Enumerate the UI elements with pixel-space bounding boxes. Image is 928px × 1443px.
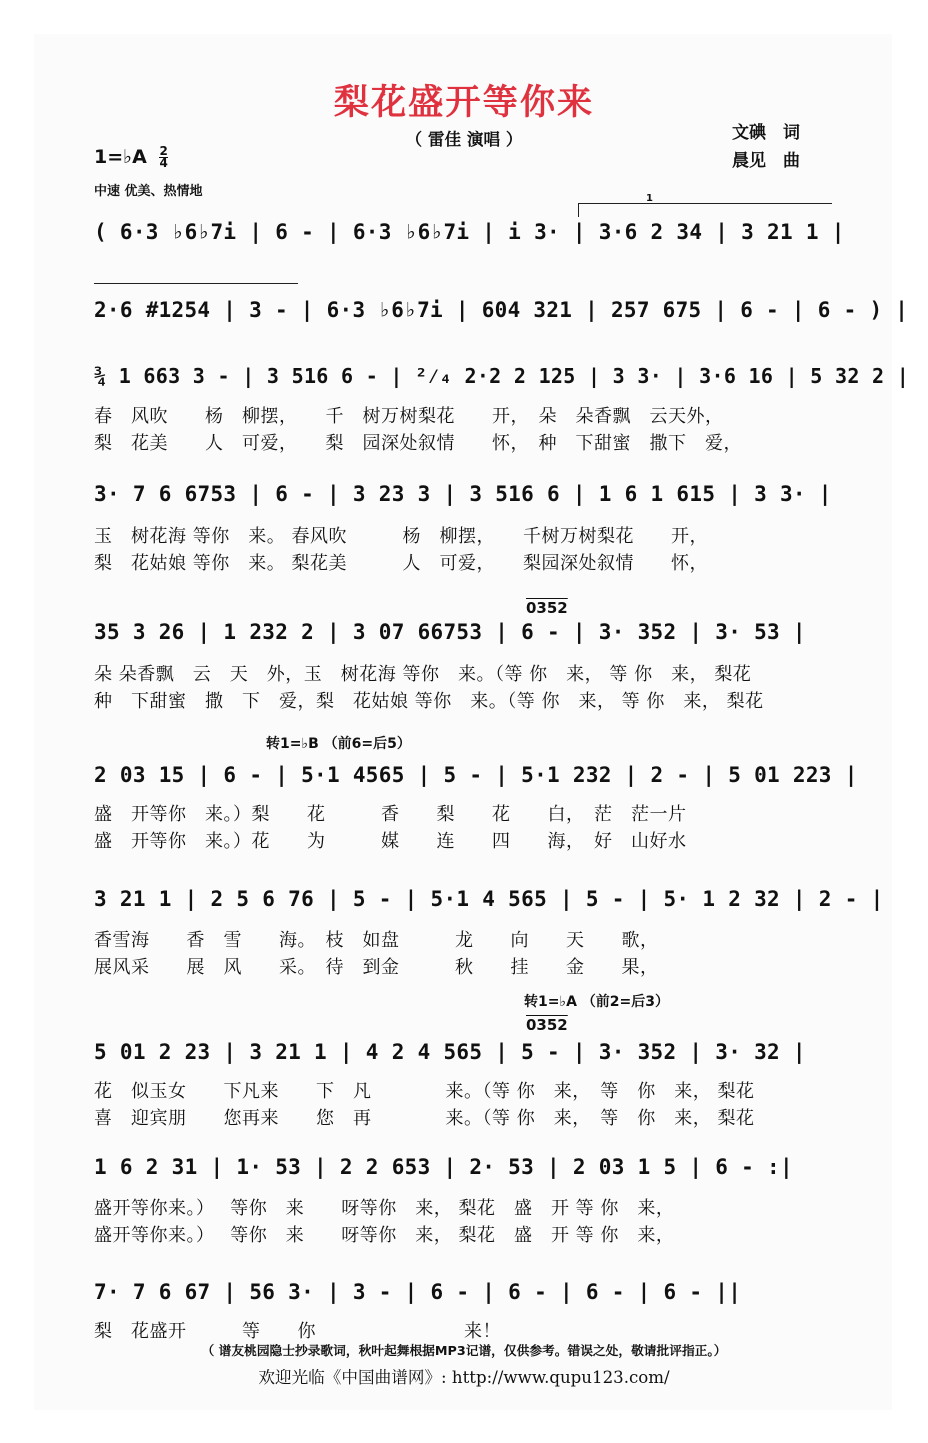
volta-bracket-end	[578, 203, 579, 217]
lyric-row-4-verse-1: 玉 树花海 等你 来。 春风吹 杨 柳摆， 千树万树梨花 开，	[94, 526, 708, 547]
notation-row-4: 3· 7 6 6753 | 6 - | 3 23 3 | 3 516 6 | 1 6 1 615 | 3 3· |	[94, 482, 832, 506]
time-bottom: 4	[159, 156, 168, 170]
lyric-row-7-verse-2: 展风采 展 风 采。 待 到金 秋 挂 金 果，	[94, 957, 659, 978]
lyric-row-8-verse-2: 喜 迎宾朋 您再来 您 再 来。（等 你 来， 等 你 来， 梨花	[94, 1108, 755, 1129]
lyric-row-8-verse-1: 花 似玉女 下凡来 下 凡 来。（等 你 来， 等 你 来， 梨花	[94, 1081, 755, 1102]
notation-row-9: 1 6 2 31 | 1· 53 | 2 2 653 | 2· 53 | 2 03 1 5 | 6 - :|	[94, 1155, 793, 1179]
time-top: 2	[159, 144, 168, 158]
lyric-row-5-verse-2: 种 下甜蜜 撒 下 爱，梨 花姑娘 等你 来。（等 你 来， 等 你 来， 梨花	[94, 691, 764, 712]
lyric-row-6-verse-2: 盛 开等你 来。）花 为 媒 连 四 海， 好 山好水	[94, 831, 687, 852]
lyric-row-9-verse-1: 盛开等你来。） 等你 来 呀等你 来， 梨花 盛 开 等 你 来，	[94, 1198, 675, 1219]
composer-credit: 晨见 曲	[732, 151, 800, 171]
pickup-notes-1: 0352	[526, 599, 568, 617]
notation-row-7: 3 21 1 | 2 5 6 76 | 5 - | 5·1 4 565 | 5 - | 5· 1 2 32 | 2 - |	[94, 887, 884, 911]
lyric-row-4-verse-2: 梨 花姑娘 等你 来。 梨花美 人 可爱， 梨园深处叙情 怀，	[94, 553, 708, 574]
modulation-note-1: 转1=♭B （前6=后5）	[266, 736, 411, 752]
lyric-row-5-verse-1: 朵 朵香飘 云 天 外，玉 树花海 等你 来。（等 你 来， 等 你 来， 梨花	[94, 664, 752, 685]
lyric-row-10: 梨 花盛开 等 你 来！	[94, 1321, 501, 1342]
lyric-row-7-verse-1: 香雪海 香 雪 海。 枝 如盘 龙 向 天 歌，	[94, 930, 659, 951]
lyric-row-3-verse-2: 梨 花美 人 可爱， 梨 园深处叙情 怀， 种 下甜蜜 撒下 爱，	[94, 433, 742, 454]
key-label: 1=♭A	[94, 146, 147, 168]
lyric-row-3-verse-1: 春 风吹 杨 柳摆， 千 树万树梨花 开， 朵 朵香飘 云天外，	[94, 406, 724, 427]
lyric-row-6-verse-1: 盛 开等你 来。）梨 花 香 梨 花 白， 茫 茫一片	[94, 804, 687, 825]
volta-bracket	[578, 203, 832, 204]
volta-bracket-bottom	[94, 283, 298, 284]
volta-number: 1	[646, 193, 653, 204]
song-title: 梨花盛开等你来	[333, 82, 595, 123]
modulation-note-2: 转1=♭A （前2=后3）	[524, 994, 669, 1010]
performer-credit: （ 雷佳 演唱 ）	[405, 130, 523, 149]
notation-row-2: 2·6 #1254 | 3 - | 6·3 ♭6♭7i | 604 321 | 257 675 | 6 - | 6 - ) |	[94, 298, 909, 322]
notation-row-10: 7· 7 6 67 | 56 3· | 3 - | 6 - | 6 - | 6 - | 6 - ||	[94, 1280, 742, 1304]
tempo-marking: 中速 优美、热情地	[94, 184, 203, 199]
time-signature	[159, 146, 167, 169]
lyric-row-9-verse-2: 盛开等你来。） 等你 来 呀等你 来， 梨花 盛 开 等 你 来，	[94, 1225, 675, 1246]
notation-row-5: 35 3 26 | 1 232 2 | 3 07 66753 | 6 - | 3· 352 | 3· 53 |	[94, 620, 806, 644]
notation-row-8: 5 01 2 23 | 3 21 1 | 4 2 4 565 | 5 - | 3· 352 | 3· 32 |	[94, 1040, 806, 1064]
notation-row-1: ( 6·3 ♭6♭7i | 6 - | 6·3 ♭6♭7i | i 3· | 3·6 2 34 | 3 21 1 |	[94, 220, 845, 244]
key-signature	[94, 146, 168, 169]
pickup-notes-2: 0352	[526, 1016, 568, 1034]
lyricist-credit: 文碘 词	[732, 123, 800, 143]
transcription-note: （ 谱友桃园隐士抄录歌词，秋叶起舞根据MP3记谱，仅供参考。错误之处，敬请批评指正。）	[201, 1343, 727, 1358]
notation-row-3: ¾ 1 663 3 - | 3 516 6 - | ²⁄₄ 2·2 2 125 | 3 3· | 3·6 16 | 5 32 2 |	[94, 364, 910, 388]
notation-row-6: 2 03 15 | 6 - | 5·1 4565 | 5 - | 5·1 232 | 2 - | 5 01 223 |	[94, 763, 858, 787]
site-credit: 欢迎光临《中国曲谱网》: http://www.qupu123.com/	[258, 1368, 670, 1387]
